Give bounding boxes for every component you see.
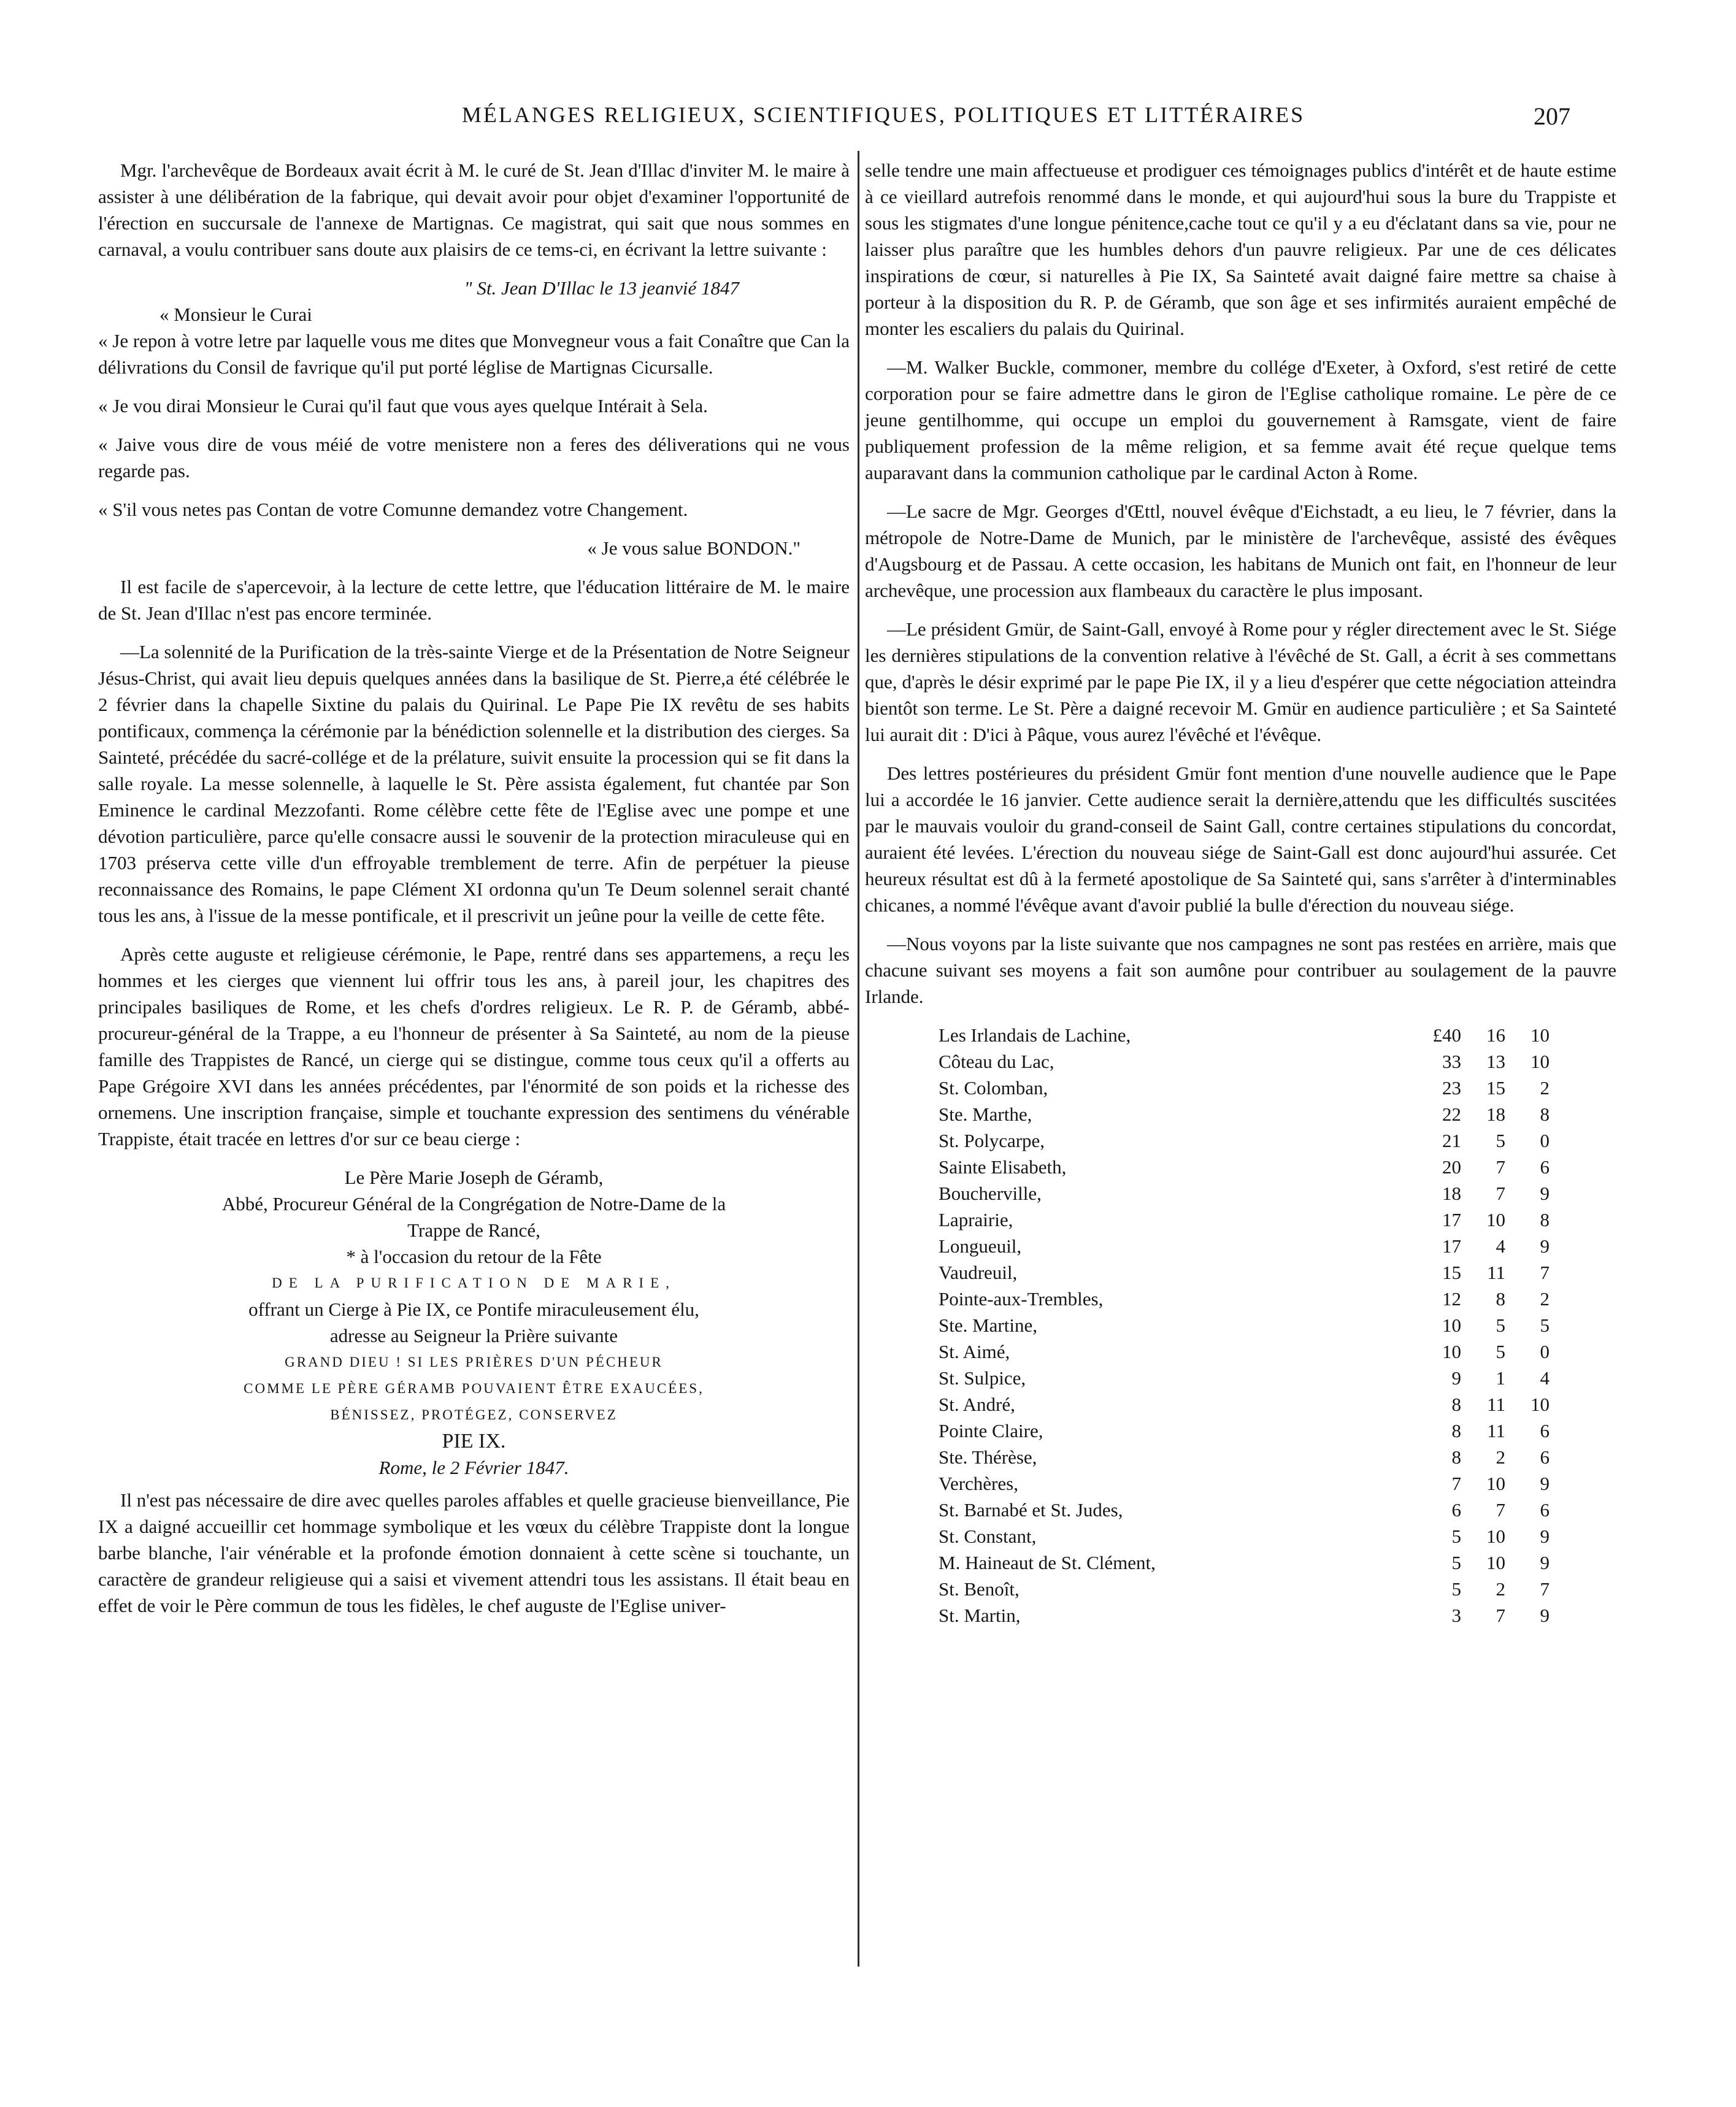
inscription-line-7: adresse au Seigneur la Prière suivante <box>329 1325 618 1346</box>
donation-row <box>939 1365 1550 1391</box>
donation-shillings: 7 <box>1496 1605 1505 1626</box>
donation-pounds: 20 <box>1442 1156 1461 1178</box>
donation-row <box>939 1391 1550 1418</box>
donation-pence: 8 <box>1540 1209 1550 1230</box>
donation-pence: 0 <box>1540 1130 1550 1151</box>
donation-pounds: 12 <box>1442 1288 1461 1310</box>
letter-line-3: « Jaive vous dire de vous méié de votre menistere non a feres des déliverations qui ne vous regarde pas. <box>98 434 850 482</box>
inscription-line-11: PIE IX. <box>442 1430 506 1453</box>
inscription-line-5: DE LA PURIFICATION DE MARIE, <box>272 1275 676 1291</box>
donation-row <box>939 1523 1550 1549</box>
right-column <box>865 157 1616 1629</box>
donation-place: Laprairie, <box>939 1209 1013 1230</box>
article-cierge-continued: selle tendre une main affectueuse et prodiguer ces témoignages publics d'intérêt et de haute estime à ce vieillard autrefois renommé dans le monde, et qui aujourd'hui sous la bure du Trappiste et sous les stigmates d'une longue pénitence,cache tout ce qu'il y a eu d'éclatant dans sa vie, pour ne laisser plus paraître que les humbles dehors d'un pauvre religieux. Par une de ces délicates inspirations de cœur, si naturelles à Pie IX, Sa Sainteté avait daigné faire mettre sa chaise à porteur à la disposition du R. P. de Géramb, que son âge et ses infirmités auraient empêché de monter les escaliers du palais du Quirinal. <box>865 159 1616 339</box>
letter-salutation: « Monsieur le Curai <box>159 304 312 325</box>
donation-place: St. Barnabé et St. Judes, <box>939 1499 1123 1521</box>
donation-place: St. Martin, <box>939 1605 1021 1626</box>
donation-place: Longueuil, <box>939 1235 1022 1257</box>
donation-shillings: 16 <box>1486 1024 1505 1046</box>
donation-pounds: 8 <box>1451 1420 1461 1441</box>
donation-shillings: 5 <box>1496 1130 1505 1151</box>
donation-row <box>939 1602 1550 1629</box>
donation-shillings: 5 <box>1496 1341 1505 1362</box>
donation-pence: 7 <box>1540 1578 1550 1600</box>
inscription-line-8: GRAND DIEU ! SI LES PRIÈRES D'UN PÉCHEUR <box>285 1354 663 1370</box>
donation-place: Côteau du Lac, <box>939 1051 1054 1072</box>
article-irlande-intro: —Nous voyons par la liste suivante que nos campagnes ne sont pas restées en arrière, mais que chacune suivant ses moyens a fait son aumône pour contribuer au soulagement de la pauvre Irlande. <box>865 933 1616 1007</box>
donation-shillings: 2 <box>1496 1578 1505 1600</box>
donation-pence: 4 <box>1540 1367 1550 1389</box>
donation-pounds: 5 <box>1451 1526 1461 1547</box>
donation-shillings: 10 <box>1486 1209 1505 1230</box>
article-president-gmur: —Le président Gmür, de Saint-Gall, envoyé à Rome pour y régler directement avec le St. Siége les dernières stipulations de la convention relative à l'évêché de St. Gall, a écrit à ses commettans que, d'après le désir exprimé par le pape Pie IX, il y a lieu d'espérer que cette négociation atteindra bientôt son terme. Le St. Père a daigné recevoir M. Gmür en audience particulière ; et Sa Sainteté lui aurait dit : D'ici à Pâque, vous aurez l'évêché et l'évêque. <box>865 618 1616 745</box>
donation-row <box>939 1259 1550 1286</box>
donation-row <box>939 1338 1550 1365</box>
inscription-line-3: Trappe de Rancé, <box>407 1219 540 1241</box>
donation-shillings: 10 <box>1486 1552 1505 1573</box>
letter-line-2: « Je vou dirai Monsieur le Curai qu'il faut que vous ayes quelque Intérait à Sela. <box>98 395 708 416</box>
donation-pounds: 33 <box>1442 1051 1461 1072</box>
donation-pounds: 21 <box>1442 1130 1461 1151</box>
donation-row <box>939 1233 1550 1259</box>
page-number: 207 <box>1534 102 1570 130</box>
inscription-line-12: Rome, le 2 Février 1847. <box>378 1457 569 1478</box>
donation-row <box>939 1286 1550 1312</box>
donation-pence: 10 <box>1531 1394 1550 1415</box>
donations-table <box>939 1022 1550 1629</box>
inscription-line-4: * à l'occasion du retour de la Fête <box>346 1246 602 1267</box>
donation-row <box>939 1312 1550 1338</box>
donation-pounds: 23 <box>1442 1077 1461 1099</box>
donation-pence: 6 <box>1540 1499 1550 1521</box>
donation-pence: 2 <box>1540 1288 1550 1310</box>
letter-closing: « Je vous salue BONDON." <box>587 537 801 559</box>
article-cierge-conclusion: Il n'est pas nécessaire de dire avec quelles paroles affables et quelle gracieuse bienveillance, Pie IX a daigné accueillir cet hommage symbolique et les vœux du célèbre Trappiste dont la longue barbe blanche, l'air vénérable et la profonde émotion donnaient à cette scène si touchante, un caractère de grandeur religieuse qui a saisi et vivement attendri tous les assistans. Il était beau en effet de voir le Père commun de tous les fidèles, le chef auguste de l'Eglise univer- <box>98 1489 850 1616</box>
donation-pounds: 5 <box>1451 1552 1461 1573</box>
article-sacre-ettl: —Le sacre de Mgr. Georges d'Œttl, nouvel évêque d'Eichstadt, a eu lieu, le 7 février, dans la métropole de Notre-Dame de Munich, par le ministère de l'archevêque, assisté des évêques d'Augsbourg et de Passau. A cette occasion, les habitans de Munich ont fait, en l'honneur de leur archevêque, une procession aux flambeaux du caractère le plus imposant. <box>865 501 1616 601</box>
article-cierge: Après cette auguste et religieuse cérémonie, le Pape, rentré dans ses appartemens, a reçu les hommes et les cierges que viennent lui offrir tous les ans, à pareil jour, les chapitres des principales basiliques de Rome, et les chefs d'ordres religieux. Le R. P. de Géramb, abbé-procureur-général de la Trappe, a eu l'honneur de présenter à Sa Sainteté, au nom de la pieuse famille des Trappistes de Rancé, un cierge qui se distingue, comme tous ceux qu'il a offerts au Pape Grégoire XVI dans les années précédentes, par l'énormité de son poids et la richesse des ornemens. Une inscription française, simple et touchante expression des sentimens du vénérable Trappiste, était tracée en lettres d'or sur ce beau cierge : <box>98 943 850 1149</box>
donation-place: St. Constant, <box>939 1526 1037 1547</box>
donation-shillings: 10 <box>1486 1473 1505 1494</box>
donation-place: Sainte Elisabeth, <box>939 1156 1067 1178</box>
donation-place: St. Colomban, <box>939 1077 1048 1099</box>
donation-pence: 2 <box>1540 1077 1550 1099</box>
donation-shillings: 4 <box>1496 1235 1505 1257</box>
donation-row <box>939 1154 1550 1180</box>
inscription-line-9: COMME LE PÈRE GÉRAMB POUVAIENT ÊTRE EXAUCÉES, <box>244 1381 704 1396</box>
donation-pounds: 8 <box>1451 1394 1461 1415</box>
donation-row <box>939 1180 1550 1207</box>
donation-place: St. Aimé, <box>939 1341 1010 1362</box>
donation-row <box>939 1101 1550 1127</box>
letter-line-1: « Je repon à votre letre par laquelle vous me dites que Monvegneur vous a fait Conaître que Can la délivrations du Consil de favrique qu'il put porté léglise de Martignas Cicursalle. <box>98 330 850 378</box>
mayor-letter <box>98 275 850 561</box>
donation-pounds: 7 <box>1451 1473 1461 1494</box>
donation-pence: 8 <box>1540 1103 1550 1125</box>
donation-shillings: 2 <box>1496 1446 1505 1468</box>
donation-place: St. Benoît, <box>939 1578 1020 1600</box>
donation-pence: 10 <box>1531 1051 1550 1072</box>
article-bordeaux-intro: Mgr. l'archevêque de Bordeaux avait écrit à M. le curé de St. Jean d'Illac d'inviter M. le maire à assister à une délibération de la fabrique, qui devait avoir pour objet d'examiner l'opportunité de l'érection en succursale de l'annexe de Martignas. Ce magistrat, qui sait que nous sommes en carnaval, a voulu contribuer sans doute aux plaisirs de ce tems-ci, en écrivant la lettre suivante : <box>98 159 850 260</box>
donation-row <box>939 1048 1550 1075</box>
running-header: MÉLANGES RELIGIEUX, SCIENTIFIQUES, POLITIQUES ET LITTÉRAIRES <box>461 102 1305 127</box>
donation-place: Vaudreuil, <box>939 1262 1018 1283</box>
donation-shillings: 1 <box>1496 1367 1505 1389</box>
donation-pounds: 22 <box>1442 1103 1461 1125</box>
donation-row <box>939 1444 1550 1470</box>
donation-pounds: 10 <box>1442 1341 1461 1362</box>
article-gmur-audience: Des lettres postérieures du président Gmür font mention d'une nouvelle audience que le Pape lui a accordée le 16 janvier. Cette audience serait la dernière,attendu que les difficultés suscitées par le mauvais vouloir du grand-conseil de Saint Gall, contre certaines stipulations du concordat, auraient été levées. L'érection du nouveau siége de Saint-Gall est donc aujourd'hui assurée. Cet heureux résultat est dû à la fermeté apostolique de Sa Sainteté qui, sans s'arrêter à d'interminables chicanes, a nommé l'évêque avant d'avoir publié la bulle d'érection du nouveau siége. <box>865 762 1616 916</box>
donation-pounds: 17 <box>1442 1209 1461 1230</box>
left-column <box>98 157 850 1631</box>
donation-pence: 9 <box>1540 1526 1550 1547</box>
donation-shillings: 8 <box>1496 1288 1505 1310</box>
letter-date: " St. Jean D'Illac le 13 jeanvié 1847 <box>464 277 739 299</box>
donation-row <box>939 1127 1550 1154</box>
donation-row <box>939 1075 1550 1101</box>
donation-pounds: 15 <box>1442 1262 1461 1283</box>
column-rule <box>858 151 859 1967</box>
donation-shillings: 7 <box>1496 1183 1505 1204</box>
donation-place: Verchères, <box>939 1473 1018 1494</box>
donation-place: Ste. Marthe, <box>939 1103 1032 1125</box>
donation-row <box>939 1497 1550 1523</box>
donation-pence: 9 <box>1540 1183 1550 1204</box>
donation-place: Les Irlandais de Lachine, <box>939 1024 1131 1046</box>
donation-pence: 9 <box>1540 1235 1550 1257</box>
article-bordeaux-comment: Il est facile de s'apercevoir, à la lecture de cette lettre, que l'éducation littéraire de M. le maire de St. Jean d'Illac n'est pas encore terminée. <box>98 576 850 624</box>
donation-row <box>939 1470 1550 1497</box>
donation-row <box>939 1418 1550 1444</box>
donation-pence: 10 <box>1531 1024 1550 1046</box>
donation-pence: 6 <box>1540 1420 1550 1441</box>
donation-pounds: 18 <box>1442 1183 1461 1204</box>
donation-place: Boucherville, <box>939 1183 1042 1204</box>
donation-shillings: 11 <box>1487 1420 1505 1441</box>
cierge-inscription <box>98 1164 850 1481</box>
donation-place: Pointe-aux-Trembles, <box>939 1288 1104 1310</box>
donation-shillings: 7 <box>1496 1156 1505 1178</box>
inscription-line-10: BÉNISSEZ, PROTÉGEZ, CONSERVEZ <box>330 1407 618 1422</box>
donation-shillings: 15 <box>1486 1077 1505 1099</box>
donation-pence: 0 <box>1540 1341 1550 1362</box>
donation-pounds: 6 <box>1451 1499 1461 1521</box>
donation-place: St. André, <box>939 1394 1015 1415</box>
inscription-line-2: Abbé, Procureur Général de la Congrégation de Notre-Dame de la <box>221 1193 726 1215</box>
donation-shillings: 13 <box>1486 1051 1505 1072</box>
donation-pounds: 5 <box>1451 1578 1461 1600</box>
donation-pounds: 8 <box>1451 1446 1461 1468</box>
donation-row <box>939 1022 1550 1048</box>
donation-place: M. Haineaut de St. Clément, <box>939 1552 1156 1573</box>
donation-pounds: £40 <box>1432 1024 1461 1046</box>
donation-row <box>939 1549 1550 1576</box>
letter-line-4: « S'il vous netes pas Contan de votre Comunne demandez votre Changement. <box>98 499 688 520</box>
donation-pounds: 9 <box>1451 1367 1461 1389</box>
donation-pounds: 3 <box>1451 1605 1461 1626</box>
donation-row <box>939 1576 1550 1602</box>
donation-row <box>939 1207 1550 1233</box>
donation-pence: 5 <box>1540 1314 1550 1336</box>
donation-shillings: 11 <box>1487 1394 1505 1415</box>
donation-place: Ste. Thérèse, <box>939 1446 1037 1468</box>
donation-pounds: 10 <box>1442 1314 1461 1336</box>
donation-pence: 7 <box>1540 1262 1550 1283</box>
donation-pence: 6 <box>1540 1446 1550 1468</box>
donation-place: St. Sulpice, <box>939 1367 1026 1389</box>
donation-shillings: 7 <box>1496 1499 1505 1521</box>
donation-shillings: 11 <box>1487 1262 1505 1283</box>
donation-pence: 6 <box>1540 1156 1550 1178</box>
donation-place: Pointe Claire, <box>939 1420 1043 1441</box>
donation-shillings: 5 <box>1496 1314 1505 1336</box>
article-walker-buckle: —M. Walker Buckle, commoner, membre du collége d'Exeter, à Oxford, s'est retiré de cette corporation pour se faire admettre dans le giron de l'Eglise catholique romaine. Le père de ce jeune gentilhomme, qui occupe un emploi du gouvernement à Ramsgate, vient de faire publiquement profession de la même religion, et sa femme avait été reçue quelque tems auparavant dans la communion catholique par le cardinal Acton à Rome. <box>865 356 1616 483</box>
donation-shillings: 18 <box>1486 1103 1505 1125</box>
donation-pence: 9 <box>1540 1473 1550 1494</box>
inscription-line-6: offrant un Cierge à Pie IX, ce Pontife miraculeusement élu, <box>248 1299 699 1320</box>
donation-place: St. Polycarpe, <box>939 1130 1045 1151</box>
donation-pounds: 17 <box>1442 1235 1461 1257</box>
donation-place: Ste. Martine, <box>939 1314 1037 1336</box>
donation-shillings: 10 <box>1486 1526 1505 1547</box>
donation-pence: 9 <box>1540 1552 1550 1573</box>
article-purification: —La solennité de la Purification de la très-sainte Vierge et de la Présentation de Notre Seigneur Jésus-Christ, qui avait lieu depuis quelques années dans la basilique de St. Pierre,a été célébrée le 2 février dans la chapelle Sixtine du palais du Quirinal. Le Pape Pie IX revêtu de ses habits pontificaux, commença la cérémonie par la bénédiction solennelle et la distribution des cierges. Sa Sainteté, précédée du sacré-collége et de la prélature, suivit ensuite la procession qui se fit dans la salle royale. La messe solennelle, à laquelle le St. Père assista également, fut chantée par Son Eminence le cardinal Mezzofanti. Rome célèbre cette fête de l'Eglise avec une pompe et une dévotion particulière, parce qu'elle consacre aussi le souvenir de la protection miraculeuse qui en 1703 préserva cette ville d'un effroyable tremblement de terre. Afin de perpétuer la pieuse reconnaissance des Romains, le pape Clément XI ordonna qu'un Te Deum solennel serait chanté tous les ans, à l'issue de la messe pontificale, et il prescrivit un jeûne pour la veille de cette fête. <box>98 641 850 926</box>
inscription-line-1: Le Père Marie Joseph de Géramb, <box>344 1167 604 1188</box>
donation-pence: 9 <box>1540 1605 1550 1626</box>
